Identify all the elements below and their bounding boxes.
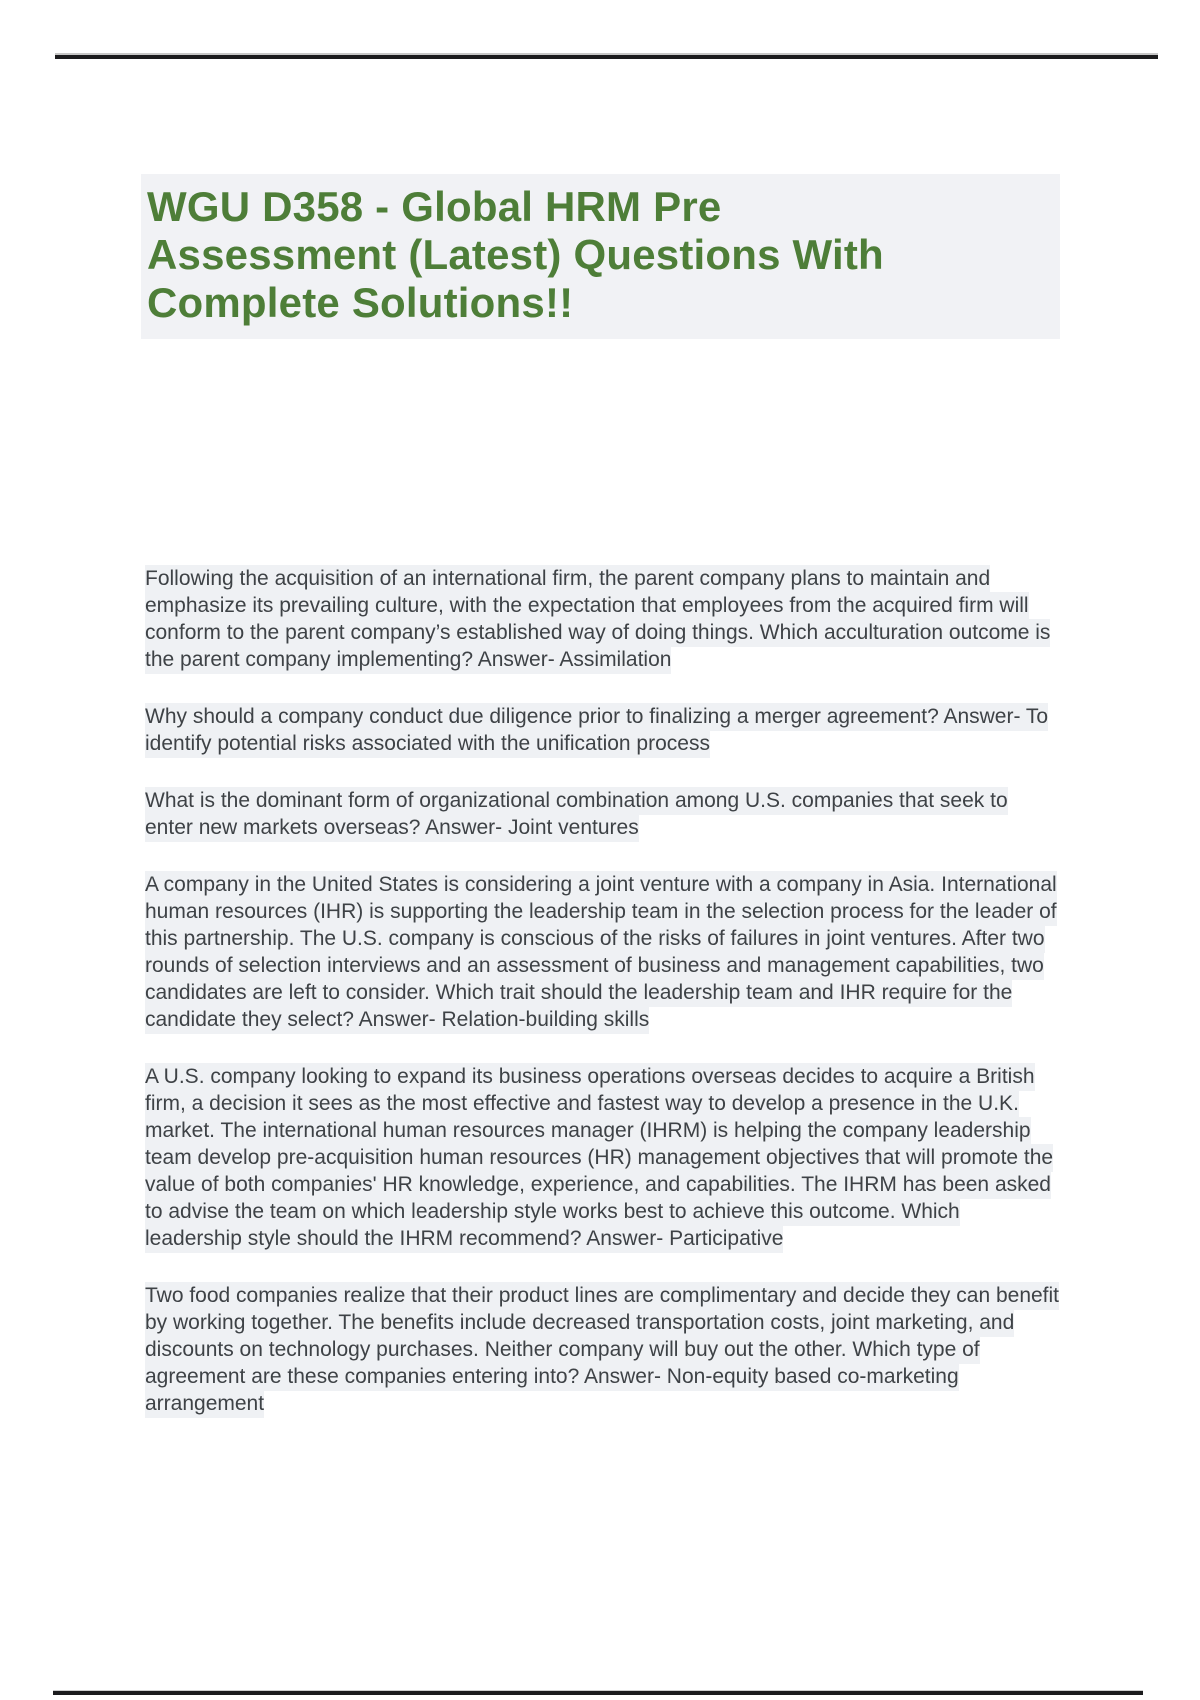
- qa-paragraph: [145, 787, 1059, 841]
- page-title-line-3: Complete Solutions!!: [147, 279, 574, 326]
- qa-text: Why should a company conduct due diligence prior to finalizing a merger agreement? Answer- To identify potential risks associated with the unification process: [145, 703, 1048, 758]
- page-title: [141, 174, 1060, 339]
- qa-paragraph: [145, 703, 1059, 757]
- qa-paragraph: [145, 1063, 1059, 1252]
- page-title-line-1: WGU D358 - Global HRM Pre: [147, 183, 722, 230]
- qa-paragraph: [145, 565, 1059, 673]
- page-title-line-2: Assessment (Latest) Questions With: [147, 231, 884, 278]
- qa-paragraph: [145, 1282, 1059, 1417]
- qa-text: A U.S. company looking to expand its business operations overseas decides to acquire a British firm, a decision it sees as the most effective and fastest way to develop a presence in the U.K. market. The international human resources manager (IHRM) is helping the company leadership team develop pre-acquisition human resources (HR) management objectives that will promote the value of both companies' HR knowledge, experience, and capabilities. The IHRM has been asked to advise the team on which leadership style works best to achieve this outcome. Which leadership style should the IHRM recommend? Answer- Participative: [145, 1063, 1053, 1253]
- qa-text: What is the dominant form of organizational combination among U.S. companies that seek to enter new markets overseas? Answer- Joint ventures: [145, 787, 1008, 842]
- qa-paragraph: [145, 871, 1059, 1033]
- qa-text: A company in the United States is considering a joint venture with a company in Asia. International human resources (IHR) is supporting the leadership team in the selection process for the leader of this partnership. The U.S. company is conscious of the risks of failures in joint ventures. After two rounds of selection interviews and an assessment of business and management capabilities, two candidates are left to consider. Which trait should the leadership team and IHR require for the candidate they select? Answer- Relation-building skills: [145, 871, 1057, 1034]
- qa-text: Two food companies realize that their product lines are complimentary and decide they can benefit by working together. The benefits include decreased transportation costs, joint marketing, and discounts on technology purchases. Neither company will buy out the other. Which type of agreement are these companies entering into? Answer- Non-equity based co-marketing arrangement: [145, 1282, 1059, 1418]
- qa-list: [145, 565, 1059, 1447]
- bottom-rule: [53, 1691, 1143, 1695]
- top-rule: [55, 55, 1158, 59]
- qa-text: Following the acquisition of an international firm, the parent company plans to maintain and emphasize its prevailing culture, with the expectation that employees from the acquired firm will conform to the parent company’s established way of doing things. Which acculturation outcome is the parent company implementing? Answer- Assimilation: [145, 565, 1050, 674]
